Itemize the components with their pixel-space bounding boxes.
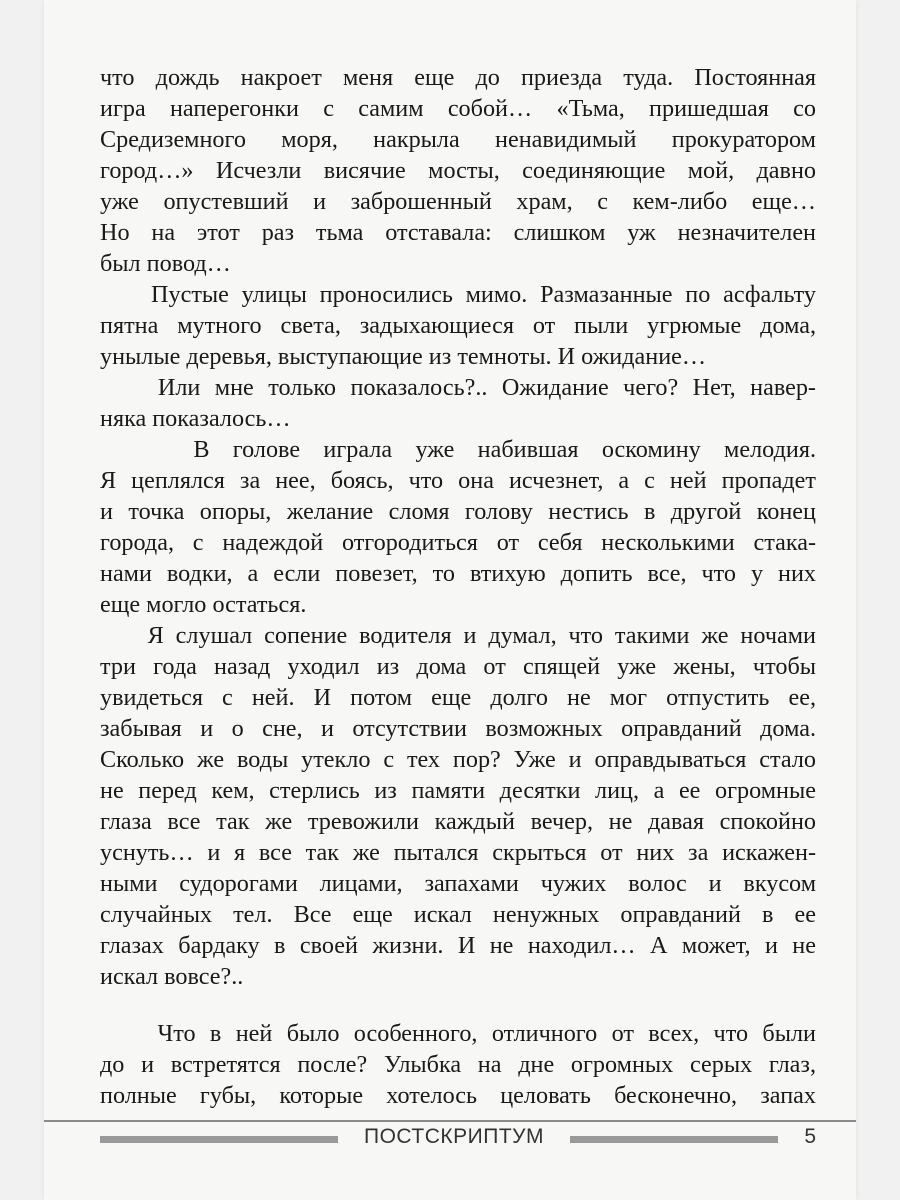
text-line: Я слушал сопение водителя и думал, что такими же ночами <box>100 622 816 649</box>
text-line: игра наперегонки с самим собой… «Тьма, пришедшая со <box>100 95 816 122</box>
paragraph-3 <box>100 372 816 434</box>
page-footer <box>100 1123 816 1157</box>
paragraph-5 <box>100 620 816 992</box>
text-line: ными судорогами лицами, запахами чужих волос и вкусом <box>100 870 816 897</box>
text-line: что дождь накроет меня еще до приезда туда. Постоянная <box>100 64 816 91</box>
text-line: глазах бардаку в своей жизни. И не находил… А может, и не <box>100 932 816 959</box>
text-line: няка показалось… <box>100 405 291 432</box>
paragraph-6 <box>100 1018 816 1111</box>
text-line: Средиземного моря, накрыла ненавидимый прокуратором <box>100 126 816 153</box>
text-line: уснуть… и я все так же пытался скрыться от них за искажен- <box>100 839 816 866</box>
text-line: Я цеплялся за нее, боясь, что она исчезнет, а с ней пропадет <box>100 467 816 494</box>
paragraph-4 <box>100 434 816 620</box>
text-line: не перед кем, стерлись из памяти десятки лиц, а ее огромные <box>100 777 816 804</box>
paragraph-1 <box>100 62 816 279</box>
text-line: уже опустевший и заброшенный храм, с кем-либо еще… <box>100 188 816 215</box>
text-line: глаза все так же тревожили каждый вечер, не давая спокойно <box>100 808 816 835</box>
footer-rule <box>44 1120 856 1122</box>
text-line: случайных тел. Все еще искал ненужных оправданий в ее <box>100 901 816 928</box>
text-line: Что в ней было особенного, отличного от всех, что были <box>100 1020 816 1047</box>
page-number: 5 <box>804 1125 816 1148</box>
text-line: и точка опоры, желание сломя голову нестись в другой конец <box>100 498 816 525</box>
running-title: ПОСТСКРИПТУМ <box>364 1125 544 1148</box>
footer-decorative-bar-left <box>100 1136 338 1143</box>
text-line: город…» Исчезли висячие мосты, соединяющие мой, давно <box>100 157 816 184</box>
text-line: искал вовсе?.. <box>100 963 244 990</box>
text-line: до и встретятся после? Улыбка на дне огромных серых глаз, <box>100 1051 816 1078</box>
text-line: полные губы, которые хотелось целовать бесконечно, запах <box>100 1082 816 1109</box>
text-line: Пустые улицы проносились мимо. Размазанные по асфальту <box>100 281 816 308</box>
text-line: Сколько же воды утекло с тех пор? Уже и оправдываться стало <box>100 746 816 773</box>
text-line: В голове играла уже набившая оскомину мелодия. <box>100 436 816 463</box>
text-line: нами водки, а если повезет, то втихую допить все, что у них <box>100 560 816 587</box>
text-line: забывая и о сне, и отсутствии возможных оправданий дома. <box>100 715 816 742</box>
text-line: увидеться с ней. И потом еще долго не мог отпустить ее, <box>100 684 816 711</box>
text-line: еще могло остаться. <box>100 591 307 618</box>
page-body-text <box>100 62 816 1111</box>
text-line: Или мне только показалось?.. Ожидание чего? Нет, навер- <box>100 374 816 401</box>
text-line: три года назад уходил из дома от спящей уже жены, чтобы <box>100 653 816 680</box>
text-line: города, с надеждой отгородиться от себя несколькими стака- <box>100 529 816 556</box>
text-line: был повод… <box>100 250 231 277</box>
text-line: Но на этот раз тьма отставала: слишком уж незначителен <box>100 219 816 246</box>
paragraph-2 <box>100 279 816 372</box>
text-line: пятна мутного света, задыхающиеся от пыли угрюмые дома, <box>100 312 816 339</box>
section-gap <box>100 992 816 1018</box>
text-line: унылые деревья, выступающие из темноты. И ожидание… <box>100 343 707 370</box>
footer-decorative-bar-right <box>570 1136 778 1143</box>
